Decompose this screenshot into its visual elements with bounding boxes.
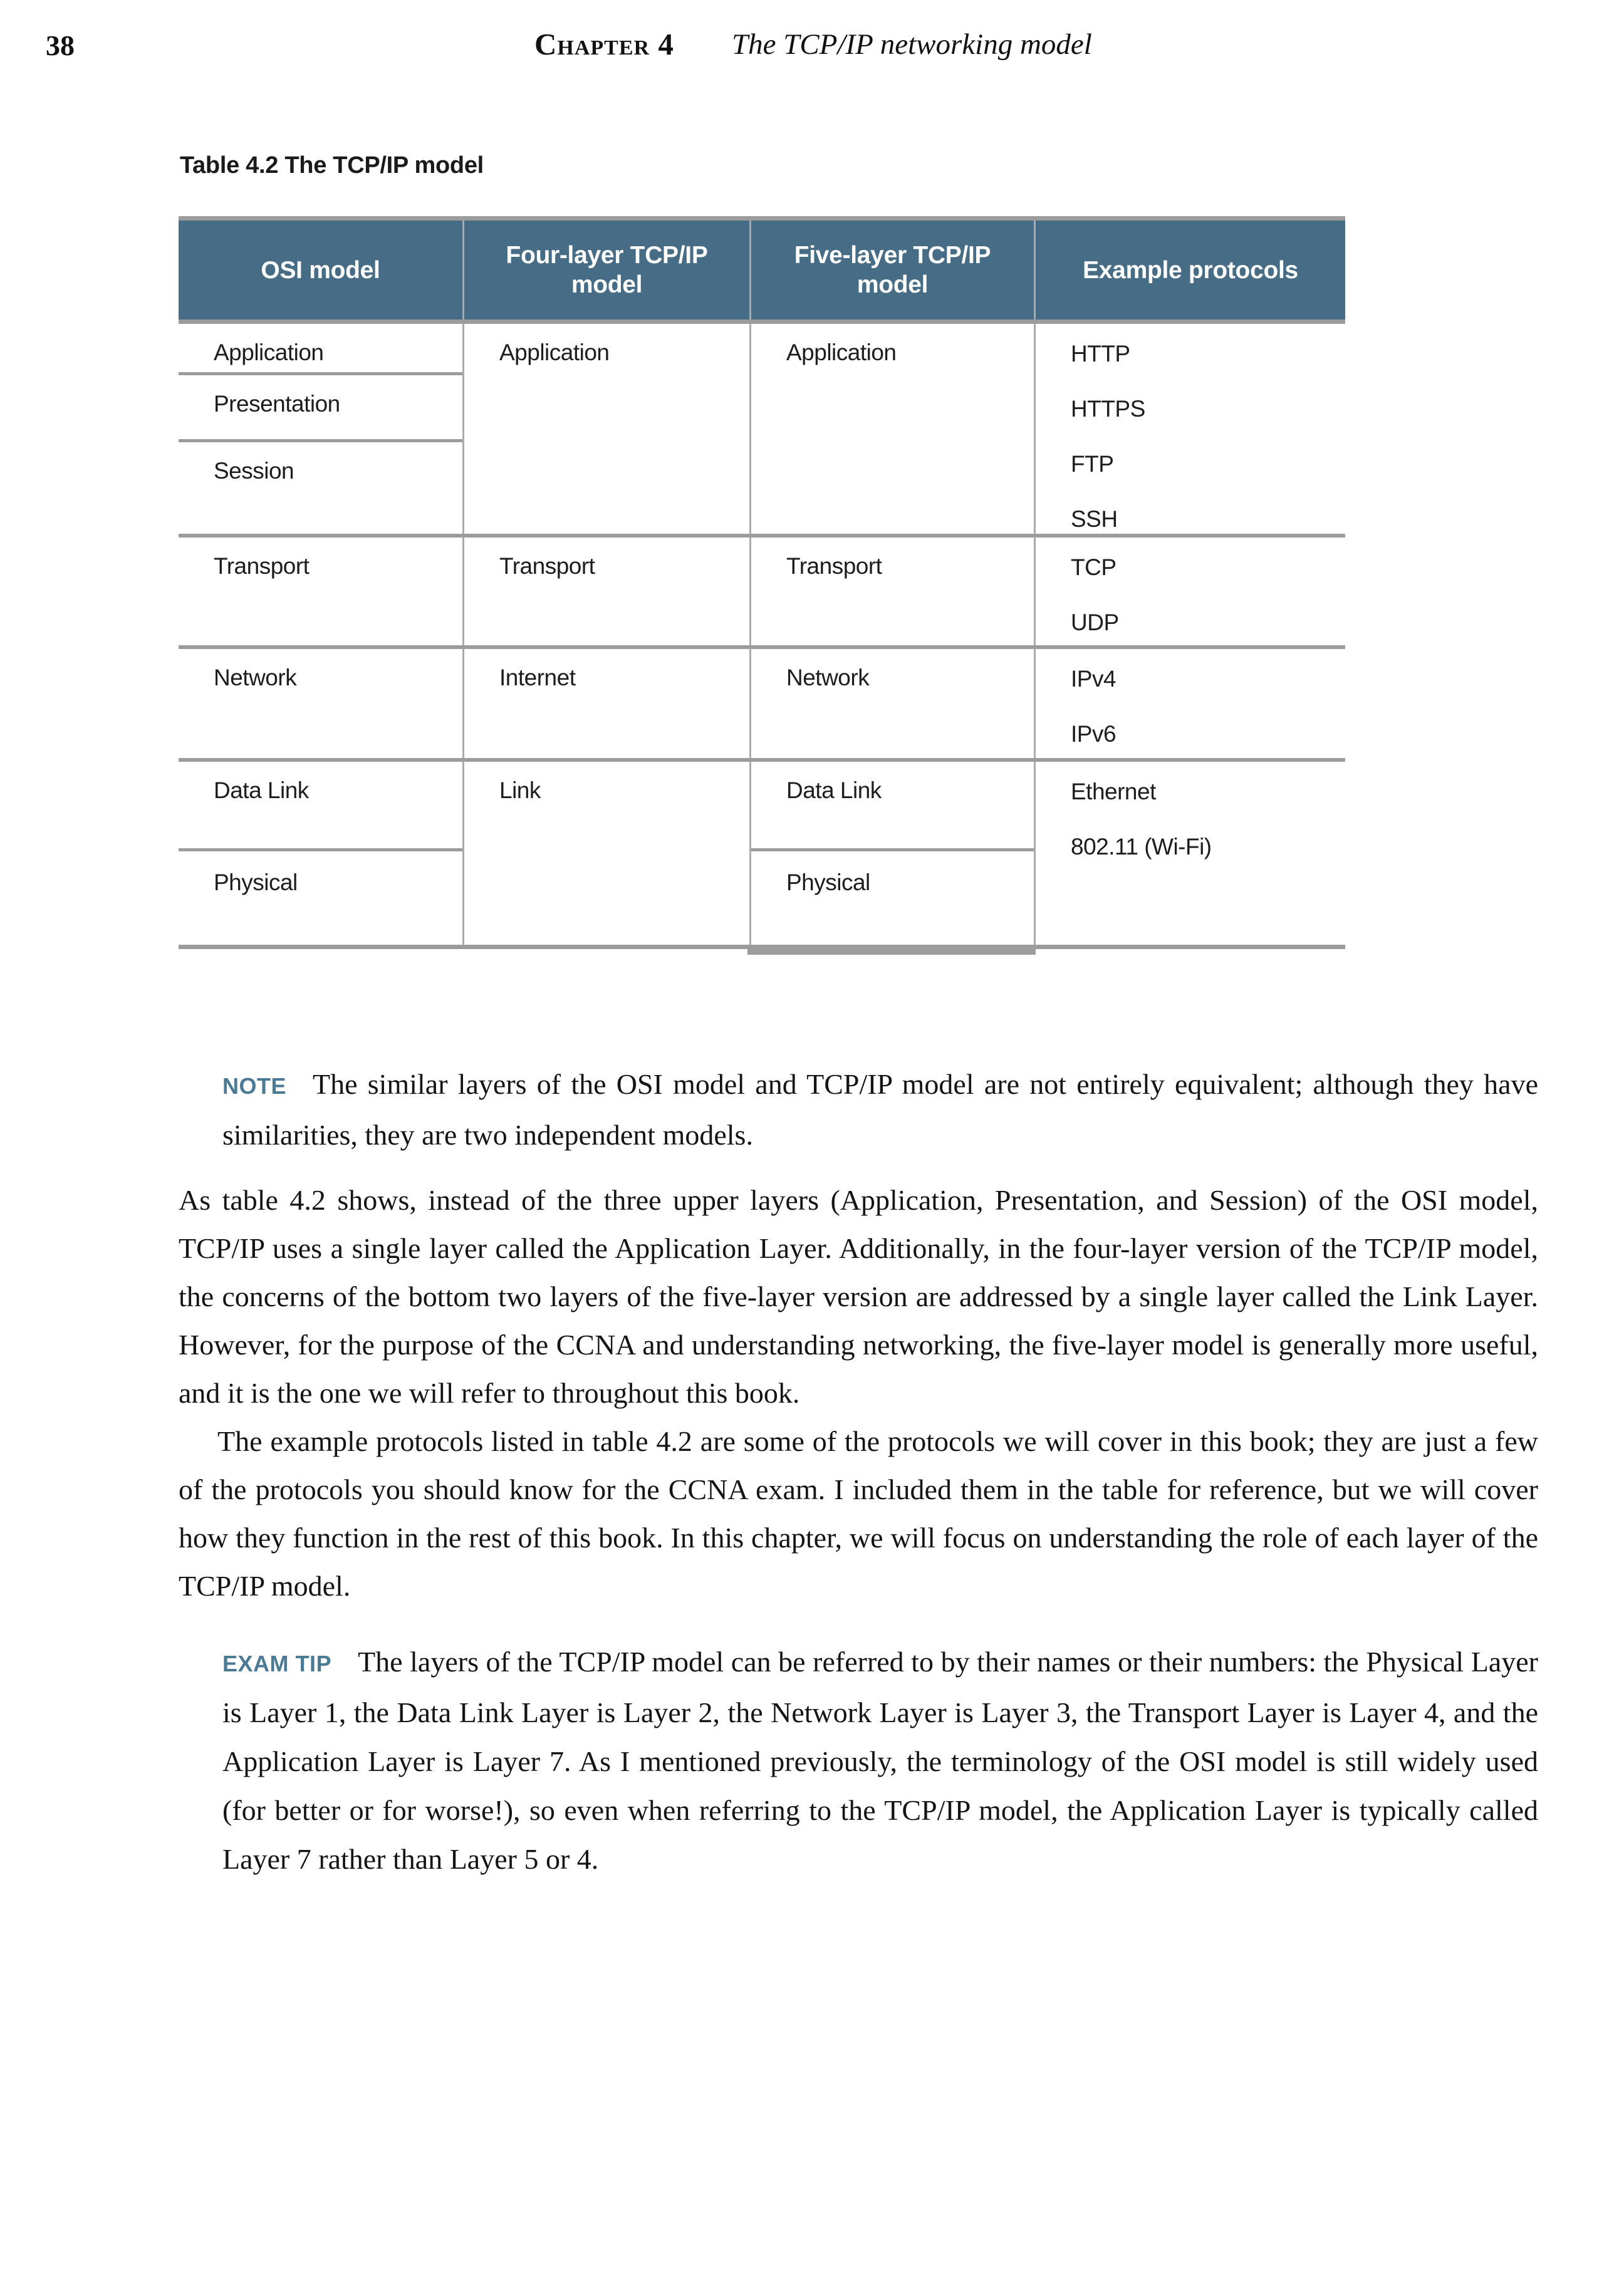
protocol-ipv4: IPv4: [1071, 666, 1116, 692]
table-header-bottom-border: [179, 319, 1345, 324]
four-layer-link-cell: Link: [499, 777, 541, 803]
column-header-example-protocols: Example protocols: [1034, 221, 1345, 319]
protocol-ftp: FTP: [1071, 451, 1114, 477]
column-header-osi-model: OSI model: [261, 256, 380, 284]
protocol-tcp: TCP: [1071, 554, 1116, 580]
network-protocols-cell: [1034, 649, 1345, 758]
link-protocols-cell: [1034, 762, 1345, 945]
table-caption: Table 4.2 The TCP/IP model: [180, 152, 484, 179]
exam-tip-paragraph: [222, 1638, 1538, 1884]
osi-upper-layers-cell: [179, 324, 462, 534]
osi-presentation-cell: Presentation: [214, 391, 340, 417]
four-layer-internet-cell: Internet: [499, 665, 576, 690]
exam-tip-label: EXAM TIP: [222, 1651, 332, 1676]
osi-session-cell: Session: [214, 458, 294, 484]
five-layer-data-link-cell: Data Link: [786, 777, 882, 803]
table-header-row: [179, 221, 1345, 319]
table-bottom-border-offset: [747, 949, 1036, 955]
osi-data-link-cell: Data Link: [214, 777, 309, 803]
chapter-title: The TCP/IP networking model: [732, 28, 1092, 61]
note-label: NOTE: [222, 1073, 287, 1099]
table-row-group-transport: [179, 538, 1345, 645]
protocol-ipv6: IPv6: [1071, 721, 1116, 747]
protocol-ssh: SSH: [1071, 506, 1118, 532]
protocol-https: HTTPS: [1071, 396, 1145, 422]
protocol-wifi: 802.11 (Wi-Fi): [1071, 834, 1212, 860]
page-number: 38: [46, 29, 75, 61]
paragraph-2: The example protocols listed in table 4.2 are some of the protocols we will cover in this book; they are just a few of the protocols you should know for the CCNA exam. I included them in the table for reference, but we will cover how they function in the rest of this book. In this chapter, we will focus on understanding the role of each layer of the TCP/IP model.: [179, 1425, 1538, 1602]
five-layer-application-cell: Application: [786, 340, 897, 365]
five-layer-network-cell: Network: [786, 665, 870, 690]
osi-transport-cell: Transport: [214, 553, 310, 579]
osi-application-cell: Application: [214, 340, 324, 365]
five-layer-lower-cell: [749, 762, 1034, 945]
five-layer-transport-cell: Transport: [786, 553, 882, 579]
body-copy: [179, 1060, 1538, 1884]
tcpip-model-table: [179, 216, 1345, 955]
protocol-udp: UDP: [1071, 610, 1119, 635]
osi-lower-layers-cell: [179, 762, 462, 945]
osi-physical-cell: Physical: [214, 870, 298, 895]
paragraph-1: As table 4.2 shows, instead of the three upper layers (Application, Presentation, and Session) of the OSI model, TCP/IP uses a single layer called the Application Layer. Additionally, in the four-layer version of the TCP/IP model, the concerns of the bottom two layers of the five-layer version are addressed by a single layer called the Link Layer. However, for the purpose of the CCNA and understanding networking, the five-layer model is generally more useful, and it is the one we will refer to throughout this book.: [179, 1184, 1538, 1409]
column-header-four-layer: Four-layer TCP/IP model: [462, 221, 749, 319]
five-layer-physical-cell: Physical: [786, 870, 870, 895]
table-top-border: [179, 216, 1345, 221]
protocol-http: HTTP: [1071, 341, 1130, 366]
application-protocols-cell: [1034, 324, 1345, 534]
four-layer-transport-cell: Transport: [499, 553, 595, 579]
osi-network-cell: Network: [214, 665, 297, 690]
chapter-label: Chapter 4: [534, 27, 674, 61]
note-paragraph: [222, 1060, 1538, 1160]
protocol-ethernet: Ethernet: [1071, 779, 1156, 804]
column-header-five-layer: Five-layer TCP/IP model: [749, 221, 1034, 319]
table-row-group-link-physical: [179, 762, 1345, 945]
table-bottom-border: [179, 945, 1345, 949]
four-layer-application-cell: Application: [499, 340, 610, 365]
exam-tip-text: The layers of the TCP/IP model can be referred to by their names or their numbers: the Physical Layer is Layer 1, the Data Link Layer is Layer 2, the Network Layer is Layer 3, the Transport Layer is Layer 4, and the Application Layer is Layer 7. As I mentioned previously, the terminology of the OSI model is still widely used (for better or for worse!), so even when referring to the TCP/IP model, the Application Layer is typically called Layer 7 rather than Layer 5 or 4.: [222, 1646, 1538, 1875]
transport-protocols-cell: [1034, 538, 1345, 645]
table-row-group-application: [179, 324, 1345, 534]
note-text: The similar layers of the OSI model and TCP/IP model are not entirely equivalent; although they have similarities, they are two independent models.: [222, 1068, 1538, 1151]
table-row-group-network: [179, 649, 1345, 758]
